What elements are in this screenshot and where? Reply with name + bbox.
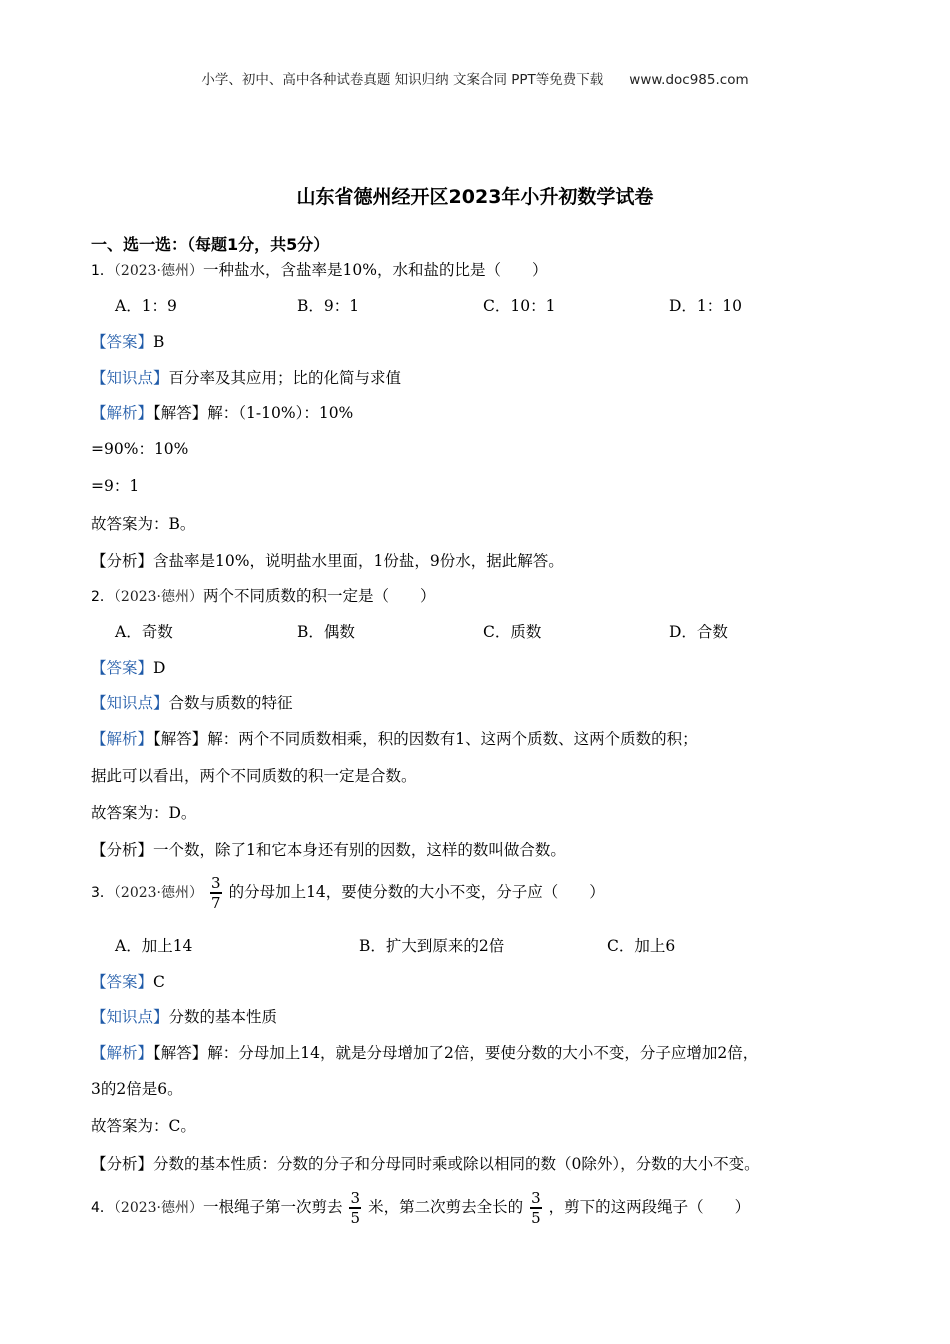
question-source: （2023·德州）	[113, 884, 204, 901]
commentary-line	[91, 838, 566, 860]
fraction	[209, 874, 223, 912]
option-c: C．加上6	[607, 937, 676, 955]
section-heading: 一、选一选：（每题1分，共5分）	[91, 235, 330, 254]
fraction-denominator: 5	[531, 1208, 541, 1227]
knowledge-line	[91, 366, 401, 388]
answer-line	[91, 330, 164, 352]
commentary-label: 【分析】	[91, 552, 154, 570]
analysis-label: 【解析】	[91, 1044, 154, 1062]
solution-text: 解：分母加上14，就是分母增加了2倍，要使分数的大小不变，分子应增加2倍，	[207, 1044, 759, 1062]
question-source: （2023·德州）	[113, 589, 204, 605]
answer-value: D	[153, 659, 166, 677]
question-number: 4．	[91, 1199, 114, 1216]
fraction-numerator: 3	[350, 1189, 361, 1207]
option-a: A．1：9	[115, 297, 177, 315]
commentary-text: 一个数，除了1和它本身还有别的因数，这样的数叫做合数。	[153, 841, 566, 859]
answer-label: 【答案】	[91, 973, 154, 991]
question-source: （2023·德州）	[113, 263, 204, 279]
commentary-text: 分数的基本性质：分数的分子和分母同时乘或除以相同的数（0除外），分数的大小不变。	[153, 1155, 760, 1173]
solution-label: 【解答】	[153, 404, 208, 422]
analysis-label: 【解析】	[91, 404, 154, 422]
commentary-text: 含盐率是10%，说明盐水里面，1份盐，9份水，据此解答。	[153, 552, 564, 570]
option-d: D．合数	[669, 623, 728, 641]
question-text: 两个不同质数的积一定是（ ）	[203, 587, 436, 605]
solution-step: 3的2倍是6。	[91, 1080, 183, 1098]
answer-label: 【答案】	[91, 333, 154, 351]
solution-step: =9：1	[91, 477, 140, 495]
option-a: A．加上14	[115, 937, 193, 955]
answer-label: 【答案】	[91, 659, 154, 677]
solution-label: 【解答】	[153, 730, 208, 748]
option-d: D．1：10	[669, 297, 743, 315]
answer-value: B	[153, 333, 165, 351]
knowledge-label: 【知识点】	[91, 369, 169, 387]
fraction-numerator: 3	[211, 874, 221, 892]
header-site: www.doc985.com	[629, 72, 749, 88]
answer-line	[91, 656, 165, 678]
question-4	[91, 1189, 750, 1227]
commentary-line	[91, 549, 564, 571]
fraction-denominator: 5	[350, 1208, 361, 1227]
knowledge-line	[91, 1005, 277, 1027]
question-3	[91, 874, 605, 912]
solution-line	[91, 727, 698, 749]
answer-value: C	[153, 973, 165, 991]
knowledge-value: 百分率及其应用；比的化简与求值	[168, 369, 402, 387]
solution-conclusion: 故答案为：C。	[91, 1117, 196, 1135]
knowledge-label: 【知识点】	[91, 1008, 169, 1026]
commentary-label: 【分析】	[91, 1155, 154, 1173]
commentary-label: 【分析】	[91, 841, 154, 859]
option-c: C．10：1	[483, 297, 556, 315]
analysis-label: 【解析】	[91, 730, 154, 748]
option-b: B．扩大到原来的2倍	[359, 937, 505, 955]
fraction	[529, 1189, 543, 1227]
question-text: 米，第二次剪去全长的	[368, 1197, 524, 1216]
knowledge-label: 【知识点】	[91, 694, 169, 712]
fraction-numerator: 3	[531, 1189, 541, 1207]
solution-text: 解：两个不同质数相乘，积的因数有1、这两个质数、这两个质数的积；	[207, 730, 698, 748]
question-text: 的分母加上14，要使分数的大小不变，分子应（ ）	[228, 882, 605, 901]
option-b: B．偶数	[297, 623, 355, 641]
solution-line	[91, 1041, 758, 1063]
option-b: B．9：1	[297, 297, 360, 315]
option-c: C．质数	[483, 623, 542, 641]
solution-text: 解：（1-10%）：10%	[207, 404, 354, 422]
question-1	[91, 258, 547, 280]
knowledge-value: 合数与质数的特征	[168, 694, 293, 712]
solution-conclusion: 故答案为：D。	[91, 804, 197, 822]
question-number: 2．	[91, 589, 114, 605]
question-number: 3．	[91, 884, 114, 901]
answer-line	[91, 970, 165, 992]
page-header	[0, 68, 950, 88]
question-source: （2023·德州）	[113, 1199, 204, 1216]
question-number: 1．	[91, 263, 114, 279]
question-2	[91, 584, 436, 606]
fraction-denominator: 7	[211, 893, 221, 912]
solution-step: 据此可以看出，两个不同质数的积一定是合数。	[91, 767, 417, 785]
question-text: 一根绳子第一次剪去	[203, 1197, 343, 1216]
header-text: 小学、初中、高中各种试卷真题 知识归纳 文案合同 PPT等免费下载	[201, 72, 604, 88]
option-a: A．奇数	[115, 623, 173, 641]
question-text: 一种盐水，含盐率是10%，水和盐的比是（ ）	[203, 261, 548, 279]
solution-line	[91, 401, 353, 423]
fraction	[349, 1189, 363, 1227]
knowledge-line	[91, 691, 293, 713]
commentary-line	[91, 1152, 760, 1174]
solution-conclusion: 故答案为：B。	[91, 515, 196, 533]
knowledge-value: 分数的基本性质	[168, 1008, 278, 1026]
exam-title: 山东省德州经开区2023年小升初数学试卷	[296, 186, 654, 208]
question-text: ，剪下的这两段绳子（ ）	[548, 1197, 751, 1216]
solution-step: =90%：10%	[91, 440, 189, 458]
solution-label: 【解答】	[153, 1044, 208, 1062]
